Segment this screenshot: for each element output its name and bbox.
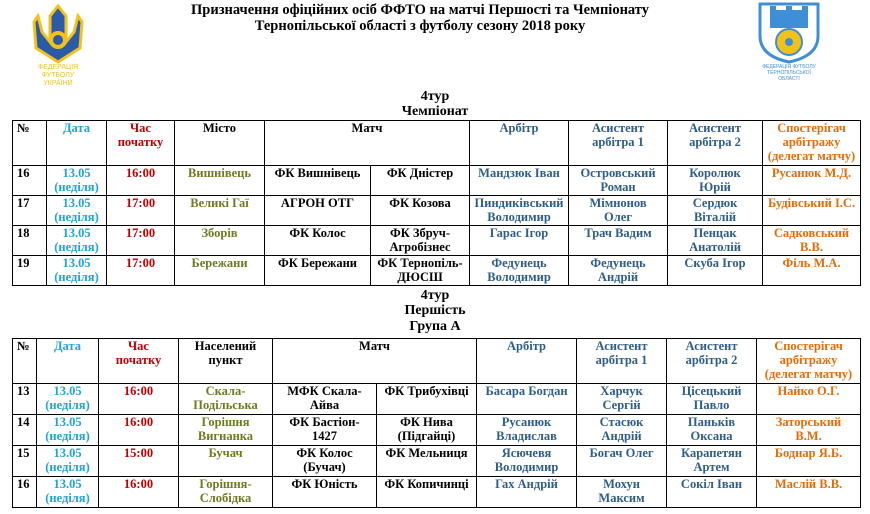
match-date-cell xyxy=(47,226,107,256)
home-team-cell xyxy=(273,477,377,508)
home-team-line1: ФК Юність xyxy=(291,477,358,491)
kickoff-time-line1: 16:00 xyxy=(123,384,154,398)
away-team-line1: ФК Тернопіль- xyxy=(377,256,463,270)
match-number-line1: 18 xyxy=(17,226,30,240)
match-number-line1: 14 xyxy=(17,415,30,429)
col-observer xyxy=(763,121,861,166)
match-date-line2: (неділя) xyxy=(45,460,90,474)
assistant-2-cell xyxy=(668,256,763,286)
observer-cell xyxy=(757,415,861,446)
away-team-line1: ФК Нива xyxy=(400,415,453,429)
match-number-line1: 17 xyxy=(17,196,30,210)
match-date-cell xyxy=(47,166,107,196)
referee-line2: Володимир xyxy=(487,270,551,284)
col-no: № xyxy=(13,121,47,166)
assistant-1-cell xyxy=(569,226,668,256)
col-observer-line1: Спостерігач xyxy=(777,121,846,135)
observer-cell xyxy=(763,226,861,256)
ffu-logo-text: ФЕДЕРАЦІЯ ФУТБОЛУ УКРАЇНИ xyxy=(37,64,79,87)
referee-line1: Русанюк xyxy=(501,415,552,429)
kickoff-time-line1: 17:00 xyxy=(125,196,156,210)
assistant-2-line1: Паньків xyxy=(687,415,736,429)
kickoff-time-line1: 17:00 xyxy=(125,226,156,240)
home-team-cell xyxy=(273,384,377,415)
col-assistant2 xyxy=(668,121,763,166)
observer-line1: Боднар Я.Б. xyxy=(774,446,843,460)
col-date: Дата xyxy=(37,339,99,384)
venue-line1: Скала- xyxy=(205,384,246,398)
venue-line1: Горішня xyxy=(201,415,250,429)
assistant-1-cell xyxy=(569,166,668,196)
col-assistant1-line2: арбітра 1 xyxy=(592,135,644,149)
championship-title: Чемпіонат xyxy=(401,104,469,119)
match-date-line2: (неділя) xyxy=(54,210,99,224)
table-row xyxy=(13,226,861,256)
observer-cell xyxy=(757,477,861,508)
assistant-1-line2: Роман xyxy=(600,180,636,194)
observer-cell xyxy=(763,256,861,286)
col-match: Матч xyxy=(265,121,470,166)
ffto-logo-text: ФЕДЕРАЦІЯ ФУТБОЛУ ТЕРНОПІЛЬСЬКОЇ ОБЛАСТІ xyxy=(762,64,816,82)
col-city-line1: Населений xyxy=(194,339,257,353)
assistant-2-cell xyxy=(668,226,763,256)
kickoff-time-cell xyxy=(99,384,179,415)
match-date-line1: 13.05 xyxy=(53,477,82,491)
assistant-1-cell xyxy=(577,415,667,446)
assistant-1-cell xyxy=(569,256,668,286)
home-team-line2: (Бучач) xyxy=(303,460,346,474)
match-number-cell xyxy=(13,226,47,256)
away-team-line1: ФК Копичинці xyxy=(384,477,469,491)
home-team-line1: АГРОН ОТГ xyxy=(280,196,355,210)
match-date-line2: (неділя) xyxy=(45,491,90,505)
venue-line1: Горішня- xyxy=(199,477,252,491)
match-date-cell xyxy=(37,415,99,446)
away-team-cell xyxy=(377,384,477,415)
away-team-line1: ФК Трибухівці xyxy=(384,384,469,398)
assistant-2-line2: Оксана xyxy=(690,429,733,443)
match-number-cell xyxy=(13,196,47,226)
venue-cell xyxy=(175,226,265,256)
referee-cell xyxy=(470,226,569,256)
assistant-1-line2: Олег xyxy=(604,210,632,224)
kickoff-time-cell xyxy=(99,415,179,446)
assistant-2-line2: Павло xyxy=(693,398,730,412)
venue-line1: Зборів xyxy=(201,226,238,240)
observer-line1: Найко О.Г. xyxy=(777,384,840,398)
match-date-line1: 13.05 xyxy=(62,256,91,270)
home-team-line1: ФК Колос xyxy=(289,226,346,240)
assistant-1-line1: Богач Олег xyxy=(589,446,654,460)
venue-line1: Вишнівець xyxy=(188,166,251,180)
league-header-row xyxy=(13,339,861,384)
observer-line1: Філь М.А. xyxy=(782,256,841,270)
col-time-line2: початку xyxy=(115,353,162,367)
title-line-2: Тернопільської області з футболу сезону 2018 року xyxy=(254,18,586,34)
match-number-line1: 15 xyxy=(17,446,30,460)
match-date-line1: 13.05 xyxy=(53,446,82,460)
home-team-line2: Айва xyxy=(309,398,340,412)
referee-line1: Гарас Ігор xyxy=(489,226,549,240)
col-date: Дата xyxy=(47,121,107,166)
match-date-line2: (неділя) xyxy=(54,180,99,194)
venue-cell xyxy=(175,256,265,286)
referee-cell xyxy=(470,196,569,226)
venue-line2: Слобідка xyxy=(199,491,252,505)
home-team-line1: МФК Скала- xyxy=(287,384,362,398)
league-group: Група А xyxy=(409,319,461,334)
assistant-2-cell xyxy=(668,166,763,196)
match-date-cell xyxy=(37,477,99,508)
match-number-cell xyxy=(13,166,47,196)
col-observer xyxy=(757,339,861,384)
venue-line2: Вигнанка xyxy=(197,429,254,443)
table-row xyxy=(13,256,861,286)
col-assistant1-line2: арбітра 1 xyxy=(595,353,648,367)
assistant-2-line1: Карапетян xyxy=(681,446,742,460)
assistant-1-line2: Сергій xyxy=(602,398,641,412)
match-date-line1: 13.05 xyxy=(62,166,91,180)
col-observer-line1: Спостерігач xyxy=(774,339,843,353)
venue-line1: Бережани xyxy=(191,256,248,270)
kickoff-time-cell xyxy=(99,446,179,477)
col-city: Місто xyxy=(175,121,265,166)
assistant-2-line1: Сердюк xyxy=(692,196,738,210)
assistant-1-cell xyxy=(577,446,667,477)
away-team-line1: ФК Дністер xyxy=(386,166,454,180)
championship-round: 4тур xyxy=(420,89,450,104)
home-team-cell xyxy=(273,415,377,446)
home-team-cell xyxy=(265,196,371,226)
home-team-cell xyxy=(273,446,377,477)
observer-cell xyxy=(763,196,861,226)
table-row xyxy=(13,196,861,226)
col-referee: Арбітр xyxy=(470,121,569,166)
match-date-line2: (неділя) xyxy=(54,270,99,284)
match-date-cell xyxy=(47,256,107,286)
referee-cell xyxy=(470,256,569,286)
assistant-1-line2: Андрій xyxy=(597,270,639,284)
referee-cell xyxy=(477,415,577,446)
assistant-1-cell xyxy=(569,196,668,226)
col-assistant1 xyxy=(577,339,667,384)
observer-line1: Садковський xyxy=(773,226,850,240)
assistant-2-cell xyxy=(667,384,757,415)
home-team-line1: ФК Бастіон- xyxy=(289,415,360,429)
away-team-line1: ФК Збруч- xyxy=(389,226,451,240)
col-observer-line2: арбітражу xyxy=(779,353,838,367)
home-team-line1: ФК Бережани xyxy=(278,256,357,270)
assistant-2-line1: Сокіл Іван xyxy=(680,477,743,491)
assistant-1-line1: Мімнонов xyxy=(589,196,647,210)
match-number-cell xyxy=(13,415,37,446)
venue-cell xyxy=(175,166,265,196)
col-assistant2-line1: Асистент xyxy=(688,121,742,135)
table-row xyxy=(13,446,861,477)
kickoff-time-line1: 15:00 xyxy=(123,446,154,460)
referee-line1: Пиндиківський xyxy=(474,196,564,210)
match-number-cell xyxy=(13,446,37,477)
venue-cell xyxy=(179,446,273,477)
away-team-cell xyxy=(377,446,477,477)
referee-line1: Ясючевя xyxy=(501,446,552,460)
observer-line2: В.В. xyxy=(800,240,823,254)
venue-line1: Бучач xyxy=(208,446,243,460)
match-date-line1: 13.05 xyxy=(62,196,91,210)
table-row xyxy=(13,477,861,508)
assistant-2-line1: Скуба Ігор xyxy=(684,256,746,270)
league-table xyxy=(12,338,861,508)
match-date-cell xyxy=(37,384,99,415)
observer-line1: Маслій В.В. xyxy=(774,477,843,491)
col-assistant2-line2: арбітра 2 xyxy=(685,353,738,367)
league-round: 4тур xyxy=(420,288,450,303)
assistant-2-line1: Пенцак xyxy=(693,226,737,240)
assistant-2-line1: Цісецький xyxy=(681,384,742,398)
kickoff-time-line1: 17:00 xyxy=(125,256,156,270)
observer-cell xyxy=(763,166,861,196)
kickoff-time-cell xyxy=(107,226,175,256)
col-time-line1: Час xyxy=(128,339,149,353)
assistant-1-line1: Трач Вадим xyxy=(584,226,652,240)
col-no: № xyxy=(13,339,37,384)
match-date-line1: 13.05 xyxy=(53,384,82,398)
col-time xyxy=(107,121,175,166)
home-team-cell xyxy=(265,166,371,196)
col-observer-line3: (делегат матчу) xyxy=(764,367,853,381)
assistant-2-line2: Артем xyxy=(693,460,730,474)
assistant-1-line1: Мохун xyxy=(603,477,640,491)
assistant-2-line2: Віталій xyxy=(693,210,737,224)
col-time-line2: початку xyxy=(117,135,164,149)
league-title: Першість xyxy=(404,303,466,318)
match-number-cell xyxy=(13,384,37,415)
venue-cell xyxy=(179,477,273,508)
assistant-2-line2: Анатолій xyxy=(689,240,741,254)
col-observer-line3: (делегат матчу) xyxy=(767,149,856,163)
venue-cell xyxy=(179,415,273,446)
venue-cell xyxy=(179,384,273,415)
document-title xyxy=(100,2,740,34)
kickoff-time-line1: 16:00 xyxy=(125,166,156,180)
home-team-cell xyxy=(265,226,371,256)
championship-table xyxy=(12,120,861,286)
venue-line1: Великі Гаї xyxy=(190,196,249,210)
home-team-line2: 1427 xyxy=(312,429,337,443)
away-team-line1: ФК Козова xyxy=(389,196,451,210)
away-team-cell xyxy=(371,226,470,256)
home-team-line1: ФК Колос xyxy=(296,446,353,460)
away-team-line2: ДЮСШ xyxy=(397,270,443,284)
title-line-1: Призначення офіційних осіб ФФТО на матчі Першості та Чемпіонату xyxy=(191,2,649,18)
col-city-line2: пункт xyxy=(208,353,243,367)
col-assistant2 xyxy=(667,339,757,384)
away-team-cell xyxy=(371,256,470,286)
kickoff-time-cell xyxy=(99,477,179,508)
away-team-line2: Агробізнес xyxy=(389,240,451,254)
kickoff-time-cell xyxy=(107,196,175,226)
match-date-cell xyxy=(47,196,107,226)
kickoff-time-cell xyxy=(107,166,175,196)
assistant-1-line2: Андрій xyxy=(601,429,642,443)
assistant-1-cell xyxy=(577,477,667,508)
table-row xyxy=(13,384,861,415)
referee-line1: Мандзюк Іван xyxy=(478,166,560,180)
observer-line1: Заторський xyxy=(775,415,842,429)
ffto-shield-icon xyxy=(756,2,822,64)
referee-line1: Басара Богдан xyxy=(485,384,568,398)
col-time xyxy=(99,339,179,384)
venue-cell xyxy=(175,196,265,226)
col-referee: Арбітр xyxy=(477,339,577,384)
match-date-line2: (неділя) xyxy=(45,429,90,443)
col-assistant2-line2: арбітра 2 xyxy=(689,135,741,149)
referee-cell xyxy=(477,477,577,508)
assistant-1-line2: Максим xyxy=(598,491,645,505)
observer-line1: Русанюк М.Д. xyxy=(771,166,852,180)
assistant-1-line1: Федунець xyxy=(590,256,646,270)
assistant-1-line1: Островський xyxy=(580,166,656,180)
assistant-1-cell xyxy=(577,384,667,415)
observer-line2: В.М. xyxy=(795,429,822,443)
col-assistant1 xyxy=(569,121,668,166)
championship-header-row xyxy=(13,121,861,166)
match-date-line1: 13.05 xyxy=(62,226,91,240)
assistant-1-line1: Стасюк xyxy=(599,415,644,429)
table-row xyxy=(13,166,861,196)
observer-cell xyxy=(757,384,861,415)
kickoff-time-cell xyxy=(107,256,175,286)
venue-line2: Подільська xyxy=(193,398,258,412)
col-time-line1: Час xyxy=(130,121,151,135)
away-team-cell xyxy=(371,196,470,226)
referee-line2: Володимир xyxy=(487,210,551,224)
match-date-line2: (неділя) xyxy=(45,398,90,412)
match-number-line1: 13 xyxy=(17,384,30,398)
kickoff-time-line1: 16:00 xyxy=(123,477,154,491)
referee-line1: Федунець xyxy=(491,256,547,270)
match-date-line2: (неділя) xyxy=(54,240,99,254)
away-team-line1: ФК Мельниця xyxy=(385,446,468,460)
referee-line2: Владислав xyxy=(496,429,557,443)
referee-line2: Володимир xyxy=(494,460,559,474)
col-assistant1-line1: Асистент xyxy=(595,339,648,353)
ffto-logo xyxy=(756,2,822,80)
home-team-cell xyxy=(265,256,371,286)
match-number-line1: 16 xyxy=(17,477,30,491)
kickoff-time-line1: 16:00 xyxy=(123,415,154,429)
match-number-cell xyxy=(13,256,47,286)
col-city xyxy=(179,339,273,384)
col-assistant2-line1: Асистент xyxy=(685,339,738,353)
referee-cell xyxy=(477,446,577,477)
assistant-2-cell xyxy=(668,196,763,226)
away-team-cell xyxy=(377,415,477,446)
referee-line1: Гах Андрій xyxy=(495,477,558,491)
match-number-line1: 16 xyxy=(17,166,30,180)
assistant-2-line1: Королюк xyxy=(689,166,741,180)
match-number-cell xyxy=(13,477,37,508)
referee-cell xyxy=(477,384,577,415)
match-date-line1: 13.05 xyxy=(53,415,82,429)
table-row xyxy=(13,415,861,446)
referee-cell xyxy=(470,166,569,196)
assistant-2-cell xyxy=(667,477,757,508)
match-number-line1: 19 xyxy=(17,256,30,270)
away-team-line2: (Підгайці) xyxy=(397,429,456,443)
assistant-2-cell xyxy=(667,415,757,446)
assistant-1-line1: Харчук xyxy=(600,384,643,398)
ffu-logo xyxy=(28,2,88,98)
col-assistant1-line1: Асистент xyxy=(591,121,645,135)
home-team-line1: ФК Вишнівець xyxy=(274,166,361,180)
match-date-cell xyxy=(37,446,99,477)
observer-cell xyxy=(757,446,861,477)
assistant-2-line2: Юрій xyxy=(699,180,731,194)
observer-line1: Будівський І.С. xyxy=(767,196,856,210)
away-team-cell xyxy=(377,477,477,508)
col-match: Матч xyxy=(273,339,477,384)
col-observer-line2: арбітражу xyxy=(782,135,841,149)
away-team-cell xyxy=(371,166,470,196)
assistant-2-cell xyxy=(667,446,757,477)
